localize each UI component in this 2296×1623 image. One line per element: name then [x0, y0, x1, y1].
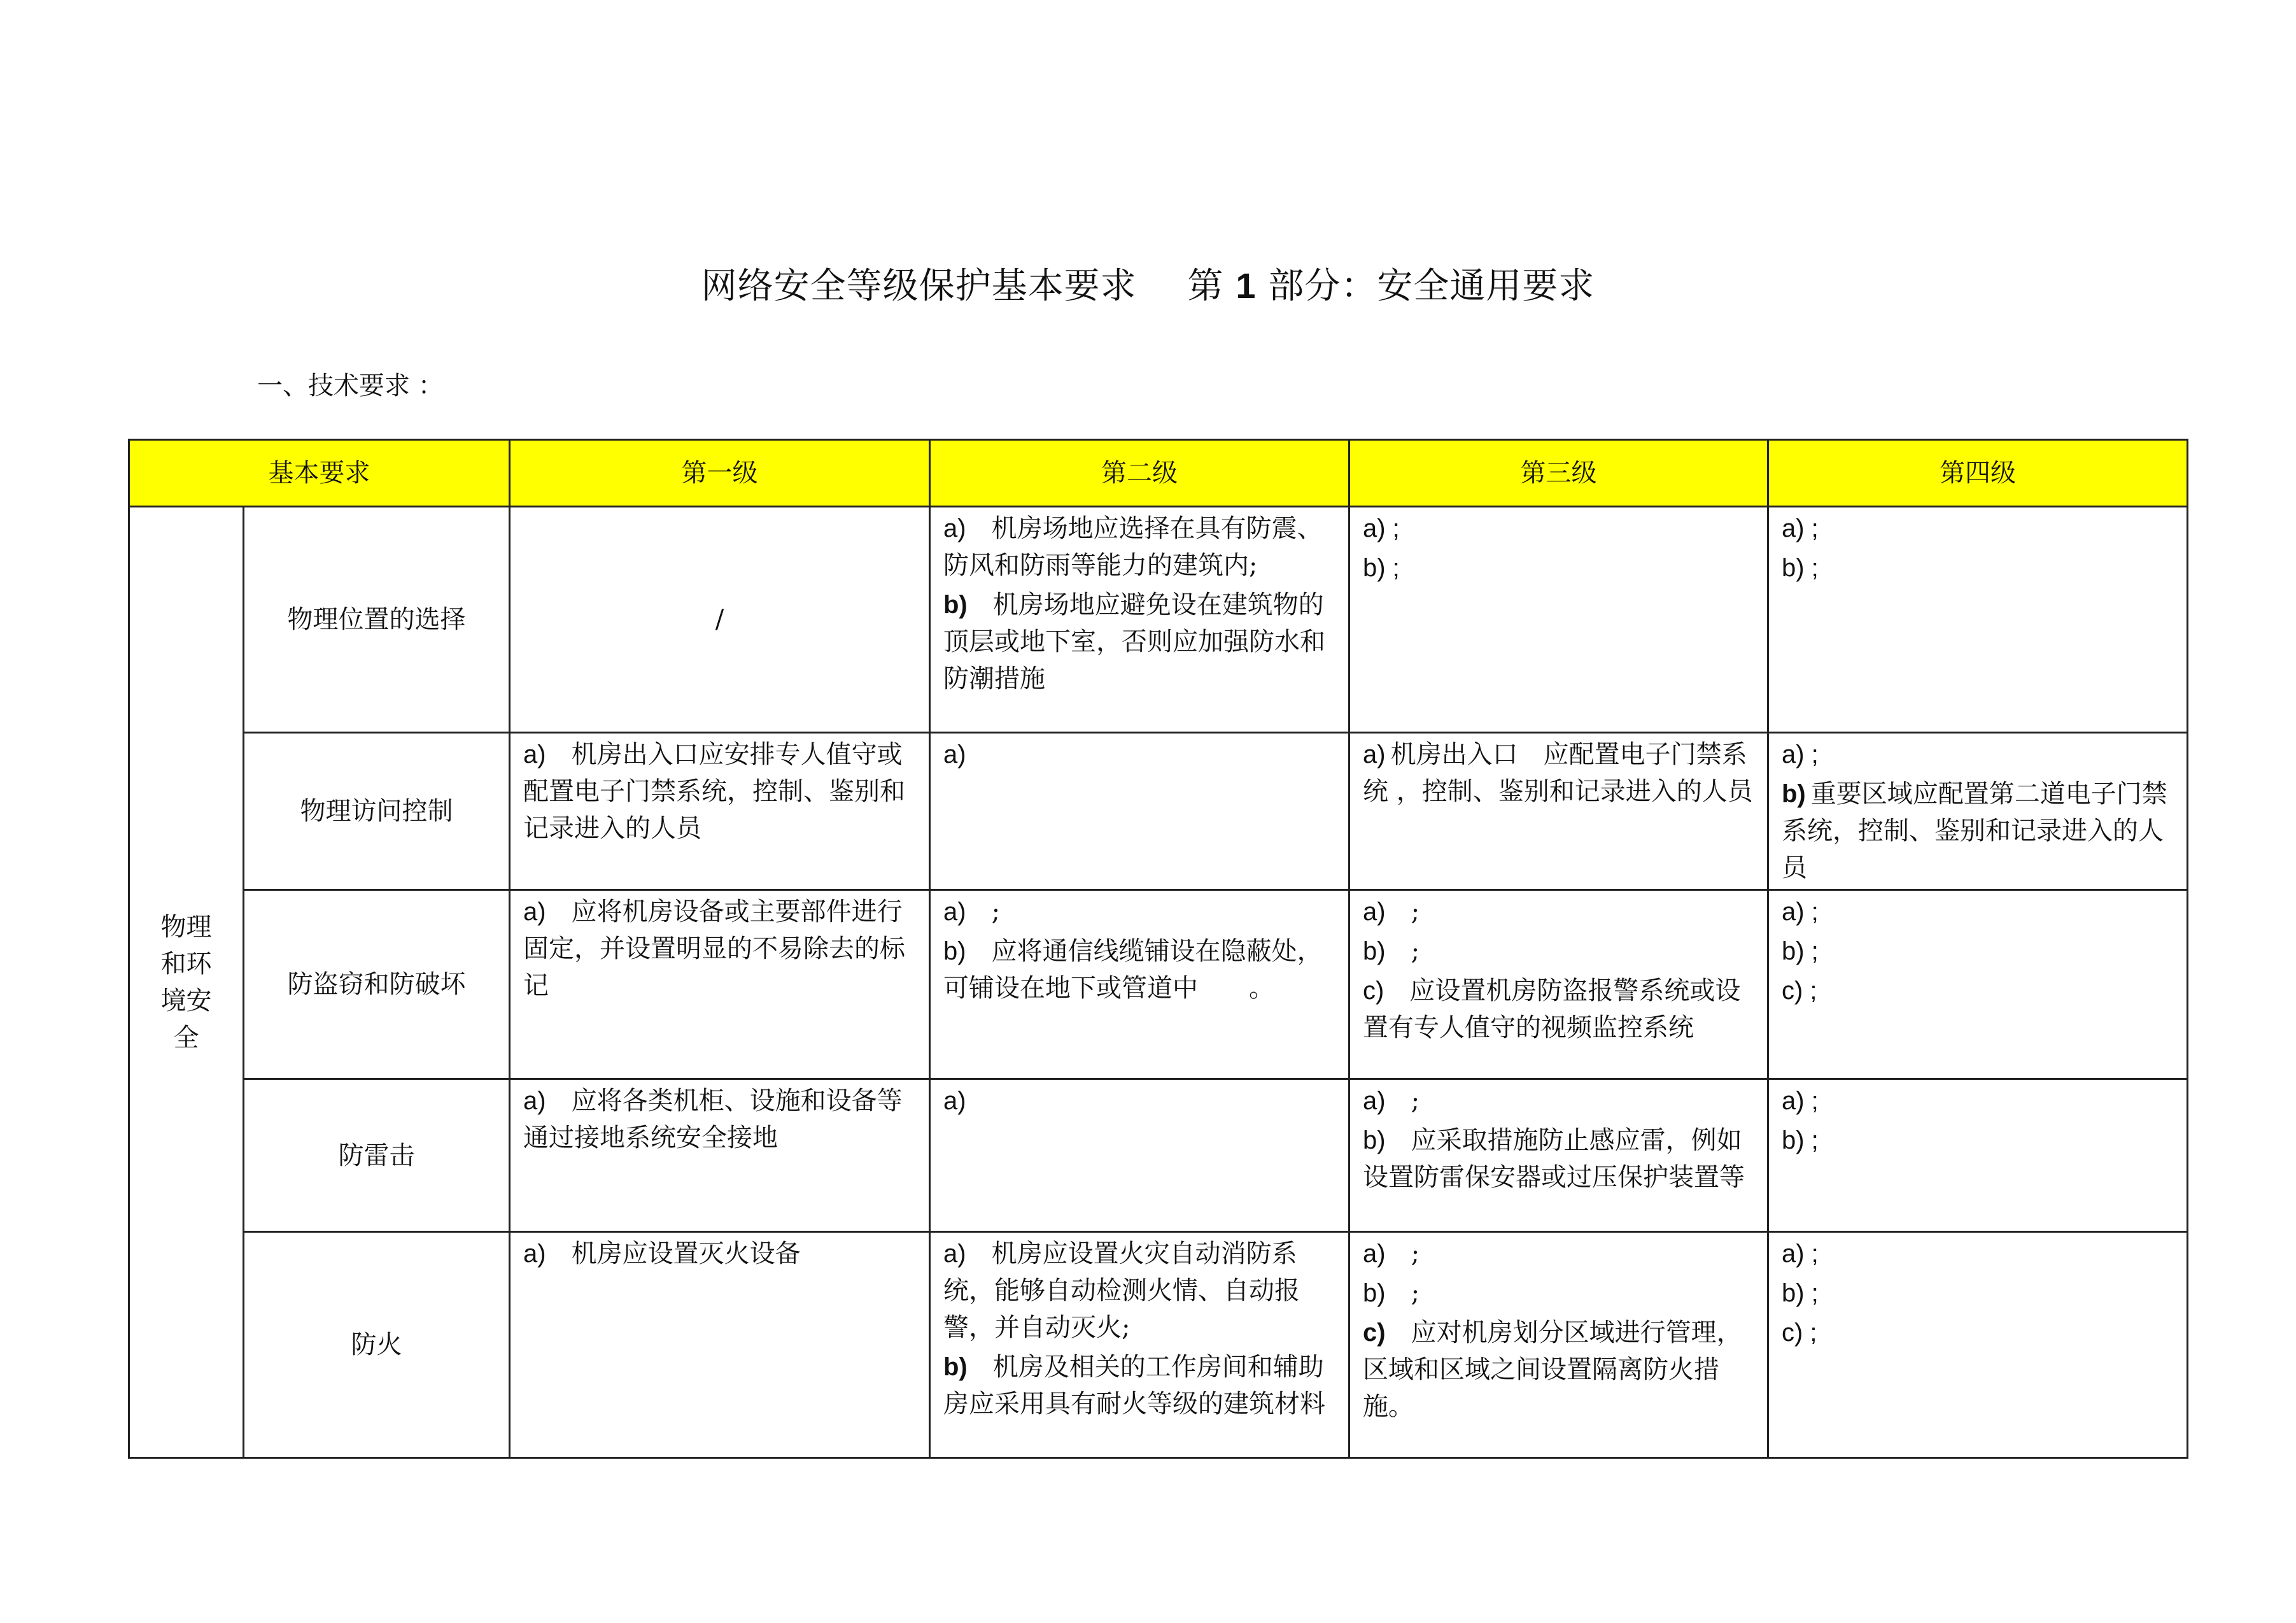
requirement-item	[1363, 549, 1761, 586]
level-4-cell	[1768, 1079, 2188, 1232]
requirement-item	[1782, 1235, 2180, 1272]
item-marker: a)	[523, 1240, 546, 1268]
requirement-item	[1782, 1275, 2180, 1312]
title-suffix: 部分：安全通用要求	[1268, 266, 1595, 307]
requirement-item	[1363, 736, 1761, 810]
requirement-item	[1782, 1314, 2180, 1351]
requirement-item	[1363, 893, 1761, 930]
requirement-item	[943, 1349, 1342, 1422]
requirement-item	[1782, 1122, 2180, 1159]
item-text: ;	[1411, 937, 1420, 966]
level-3-cell	[1349, 890, 1768, 1079]
item-marker: b) ;	[1782, 1279, 1819, 1307]
title-part: 第	[1187, 266, 1224, 307]
control-name: 防火	[244, 1232, 510, 1458]
table-row	[129, 507, 2188, 733]
requirement-item	[1782, 549, 2180, 586]
level-2-cell	[930, 507, 1349, 733]
requirement-item	[1363, 1275, 1761, 1312]
item-marker: c) ;	[1782, 977, 1817, 1005]
item-text: 应将机房设备或主要部件进行固定，并设置明显的不易除去的标记	[523, 897, 905, 1000]
item-marker: c)	[1363, 977, 1384, 1005]
item-text: 应将各类机柜、设施和设备等通过接地系统安全接地	[523, 1086, 903, 1152]
item-marker: a)	[523, 898, 546, 926]
header-level-2: 第二级	[930, 440, 1349, 507]
requirement-item	[943, 736, 1342, 773]
level-4-cell	[1768, 507, 2188, 733]
requirement-item	[943, 893, 1342, 930]
item-marker: a)	[943, 741, 966, 769]
table-header-row	[129, 440, 2188, 507]
item-marker: b) ;	[1782, 554, 1819, 582]
item-marker: b) ;	[1782, 937, 1819, 965]
level-4-cell	[1768, 733, 2188, 890]
requirement-item	[1782, 1082, 2180, 1119]
item-marker: c)	[1363, 1319, 1386, 1347]
control-name: 物理访问控制	[244, 733, 510, 890]
requirement-item	[943, 933, 1342, 1007]
requirement-item	[1782, 893, 2180, 930]
item-text: 机房出入口应安排专人值守或配置电子门禁系统，控制、鉴别和记录进入的人员	[523, 740, 905, 843]
item-marker: b)	[1363, 1126, 1386, 1154]
item-marker: a) ;	[1782, 1240, 1819, 1268]
item-marker: a) ;	[1363, 514, 1400, 542]
requirement-item	[943, 1235, 1342, 1346]
control-name: 防雷击	[244, 1079, 510, 1232]
item-marker: a)	[523, 1087, 546, 1115]
item-text: 机房及相关的工作房间和辅助房应采用具有耐火等级的建筑材料	[943, 1352, 1325, 1419]
level-2-cell	[930, 1079, 1349, 1232]
table-row	[129, 1079, 2188, 1232]
item-marker: b)	[1782, 780, 1806, 808]
level-4-cell	[1768, 890, 2188, 1079]
requirement-item	[943, 586, 1342, 697]
requirement-item	[523, 1082, 922, 1156]
item-marker: a) ;	[1782, 514, 1819, 542]
item-marker: a)	[943, 1240, 966, 1268]
item-marker: b)	[1363, 1279, 1386, 1307]
item-marker: a) ;	[1782, 1087, 1819, 1115]
item-marker: a)	[1363, 741, 1386, 769]
item-text: ;	[1411, 1279, 1420, 1308]
level-3-cell	[1349, 1232, 1768, 1458]
item-marker: a)	[1363, 898, 1386, 926]
control-name: 防盗窃和防破坏	[244, 890, 510, 1079]
requirement-item	[1363, 933, 1761, 970]
level-1-cell	[510, 890, 930, 1079]
requirement-item	[1782, 510, 2180, 547]
requirement-item	[523, 1235, 922, 1272]
item-marker: b)	[1363, 937, 1386, 965]
requirement-item	[1363, 510, 1761, 547]
header-level-3: 第三级	[1349, 440, 1768, 507]
header-basic-requirement: 基本要求	[129, 440, 510, 507]
item-marker: b)	[943, 1353, 968, 1381]
level-2-cell	[930, 733, 1349, 890]
level-1-cell	[510, 733, 930, 890]
item-text: 应采取措施防止感应雷，例如设置防雷保安器或过压保护装置等	[1363, 1126, 1745, 1192]
item-text: 重要区域应配置第二道电子门禁系统，控制、鉴别和记录进入的人员	[1782, 779, 2167, 882]
item-marker: a)	[943, 898, 966, 926]
table-row	[129, 890, 2188, 1079]
item-marker: a)	[943, 514, 966, 542]
item-text: 机房场地应避免设在建筑物的顶层或地下室，否则应加强防水和防潮措施	[943, 590, 1325, 693]
level-3-cell	[1349, 733, 1768, 890]
requirement-item	[943, 510, 1342, 584]
level-4-cell	[1768, 1232, 2188, 1458]
requirements-table	[128, 439, 2188, 1459]
category-label: 物理和环境安全	[160, 912, 212, 1052]
item-text: 应对机房划分区域进行管理，区域和区域之间设置隔离防火措施。	[1363, 1318, 1742, 1421]
control-name: 物理位置的选择	[244, 507, 510, 733]
item-text: ;	[1411, 897, 1420, 926]
level-3-cell	[1349, 1079, 1768, 1232]
item-text: 机房出入口 应配置电子门禁系统 ，控制、鉴别和记录进入的人员	[1363, 740, 1753, 806]
level-1-cell	[510, 1079, 930, 1232]
item-marker: a) ;	[1782, 898, 1819, 926]
item-text: ;	[1411, 1239, 1420, 1268]
document-title	[0, 258, 2296, 309]
title-main: 网络安全等级保护基本要求	[701, 266, 1137, 307]
item-text: 机房应设置灭火设备	[571, 1239, 801, 1268]
requirement-item	[1363, 1082, 1761, 1119]
item-text: 机房场地应选择在具有防震、防风和防雨等能力的建筑内;	[943, 514, 1323, 580]
level-3-cell	[1349, 507, 1768, 733]
level-2-cell	[930, 890, 1349, 1079]
level-2-cell	[930, 1232, 1349, 1458]
requirement-item	[1363, 972, 1761, 1046]
item-marker: a) ;	[1782, 741, 1819, 769]
item-text: 应将通信线缆铺设在隐蔽处，可铺设在地下或管道中 。	[943, 937, 1323, 1003]
requirement-item	[1782, 972, 2180, 1009]
item-marker: a)	[943, 1087, 966, 1115]
item-text: 机房应设置火灾自动消防系统，能够自动检测火情、自动报警，并自动灭火;	[943, 1239, 1300, 1342]
requirement-item	[1363, 1314, 1761, 1425]
item-marker: b)	[943, 937, 966, 965]
table-row	[129, 1232, 2188, 1458]
requirement-item	[523, 893, 922, 1004]
item-marker: a)	[1363, 1240, 1386, 1268]
item-marker: b)	[943, 591, 968, 619]
item-marker: a)	[1363, 1087, 1386, 1115]
requirement-item	[1782, 776, 2180, 886]
category-cell	[129, 507, 244, 1458]
header-level-4: 第四级	[1768, 440, 2188, 507]
item-marker: a)	[523, 741, 546, 769]
table-row	[129, 733, 2188, 890]
requirement-item	[523, 736, 922, 847]
item-marker: c) ;	[1782, 1319, 1817, 1347]
title-part-number: 1	[1236, 266, 1257, 306]
level-1-cell	[510, 1232, 930, 1458]
item-marker: b) ;	[1782, 1126, 1819, 1154]
level-1-cell: /	[510, 507, 930, 733]
requirement-item	[1782, 736, 2180, 773]
requirement-item	[1363, 1235, 1761, 1272]
item-text: ;	[991, 897, 1001, 926]
requirement-item	[943, 1082, 1342, 1119]
requirement-item	[1782, 933, 2180, 970]
item-marker: b) ;	[1363, 554, 1400, 582]
item-text: 应设置机房防盗报警系统或设置有专人值守的视频监控系统	[1363, 976, 1741, 1042]
requirement-item	[1363, 1122, 1761, 1196]
item-text: ;	[1411, 1086, 1420, 1116]
header-level-1: 第一级	[510, 440, 930, 507]
section-heading: 一、技术要求 ：	[257, 371, 444, 400]
